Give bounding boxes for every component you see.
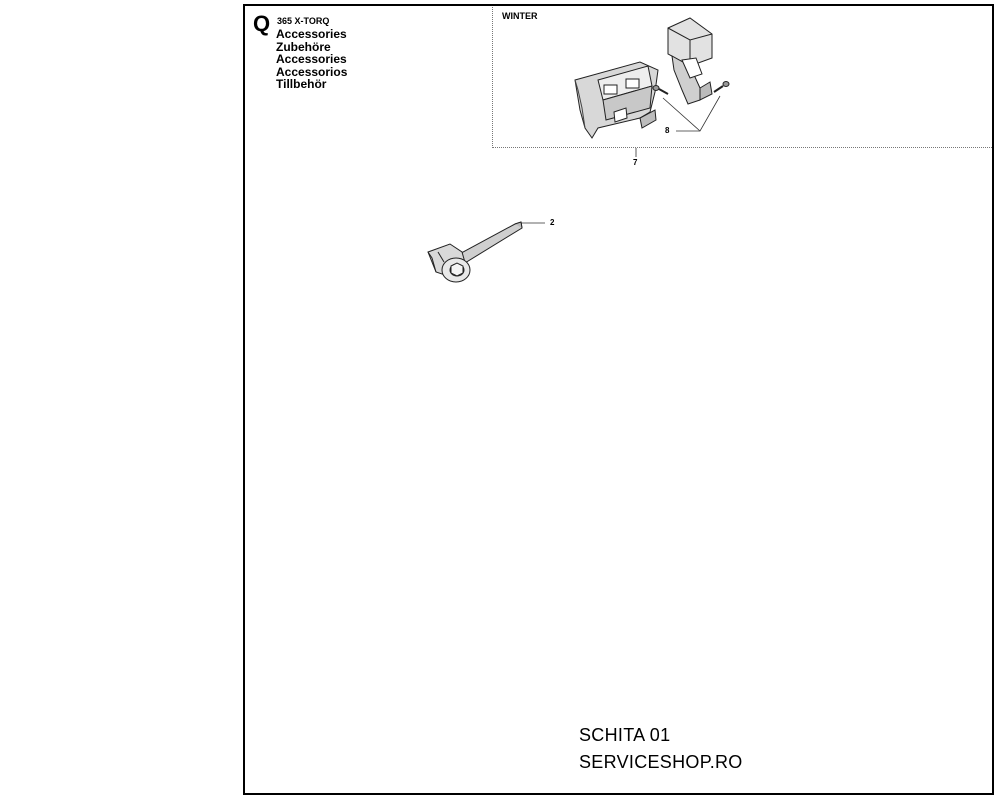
section-letter: Q (253, 11, 271, 36)
model-name: 365 X-TORQ (277, 16, 330, 26)
title-english: Accessories (276, 27, 347, 41)
title-german: Zubehöre (276, 39, 331, 54)
callout-screw-8: 8 (665, 126, 670, 135)
winter-kit-label: WINTER (502, 11, 538, 21)
title-spanish: Accessorios (276, 64, 348, 79)
combination-spanner-illustration (428, 222, 522, 282)
winter-cover-plate-illustration (575, 62, 658, 138)
callout-spanner-2: 2 (550, 218, 555, 227)
footer-sheet-number: SCHITA 01 (579, 725, 671, 745)
winter-shroud-illustration (668, 18, 712, 104)
title-french: Accessories (276, 52, 347, 66)
title-swedish: Tillbehör (276, 77, 327, 91)
footer-website: SERVICESHOP.RO (579, 752, 743, 772)
callout-winter-kit-7: 7 (633, 158, 638, 167)
